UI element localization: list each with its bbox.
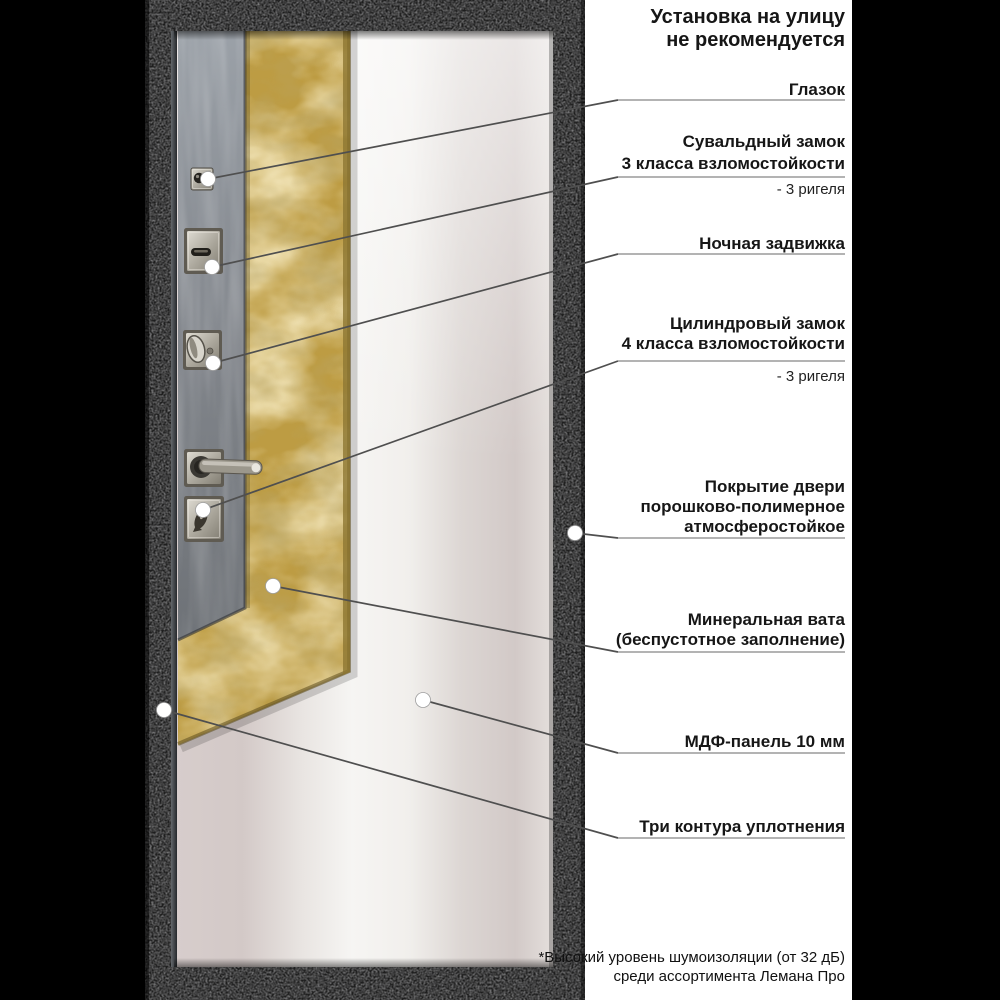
footnote-line2: среди ассортимента Лемана Про bbox=[613, 968, 845, 985]
dot-suvald-lock bbox=[205, 260, 220, 275]
warning-title bbox=[650, 6, 845, 52]
label-mineral-wool bbox=[616, 610, 845, 650]
dot-peephole bbox=[201, 172, 216, 187]
label-cylinder-lock-line1: Цилиндровый замок bbox=[669, 314, 845, 333]
label-coating bbox=[640, 477, 845, 537]
label-suvald-lock-line1: Сувальдный замок bbox=[682, 132, 845, 151]
frame-top-shadow bbox=[174, 31, 553, 40]
frame-inner-bevel bbox=[171, 31, 177, 967]
warning-title-line2: не рекомендуется bbox=[666, 29, 845, 51]
label-mdf-panel: МДФ-панель 10 мм bbox=[684, 732, 845, 751]
dot-coating bbox=[568, 526, 583, 541]
footnote bbox=[538, 948, 845, 986]
label-cylinder-lock bbox=[622, 314, 845, 354]
label-mineral-wool-line1: Минеральная вата bbox=[687, 610, 845, 629]
note-cylinder-bolts: - 3 ригеля bbox=[776, 368, 845, 385]
label-seals: Три контура уплотнения bbox=[639, 817, 845, 836]
label-night-latch: Ночная задвижка bbox=[699, 234, 845, 253]
dot-night-latch bbox=[206, 356, 221, 371]
label-cylinder-lock-line2: 4 класса взломостойкости bbox=[621, 334, 845, 353]
dot-mdf-panel bbox=[416, 693, 431, 708]
dot-seals bbox=[157, 703, 172, 718]
label-mineral-wool-line2: (беспустотное заполнение) bbox=[615, 630, 845, 649]
label-suvald-lock-line2: 3 класса взломостойкости bbox=[621, 154, 845, 173]
label-coating-line2: порошково-полимерное bbox=[640, 497, 845, 516]
dot-mineral-wool bbox=[266, 579, 281, 594]
door-cutaway-layers bbox=[171, 31, 553, 967]
note-suvald-bolts: - 3 ригеля bbox=[776, 181, 845, 198]
footnote-line1: *Высокий уровень шумоизоляции (от 32 дБ) bbox=[538, 949, 845, 966]
warning-title-line1: Установка на улицу bbox=[650, 6, 845, 28]
frame-bottom-shadow bbox=[174, 958, 553, 967]
label-coating-line1: Покрытие двери bbox=[704, 477, 845, 496]
label-coating-line3: атмосферостойкое bbox=[684, 517, 845, 536]
dot-cylinder-lock bbox=[196, 503, 211, 518]
label-peephole: Глазок bbox=[788, 80, 845, 99]
label-suvald-lock bbox=[622, 131, 845, 175]
label-underlines bbox=[615, 100, 845, 838]
